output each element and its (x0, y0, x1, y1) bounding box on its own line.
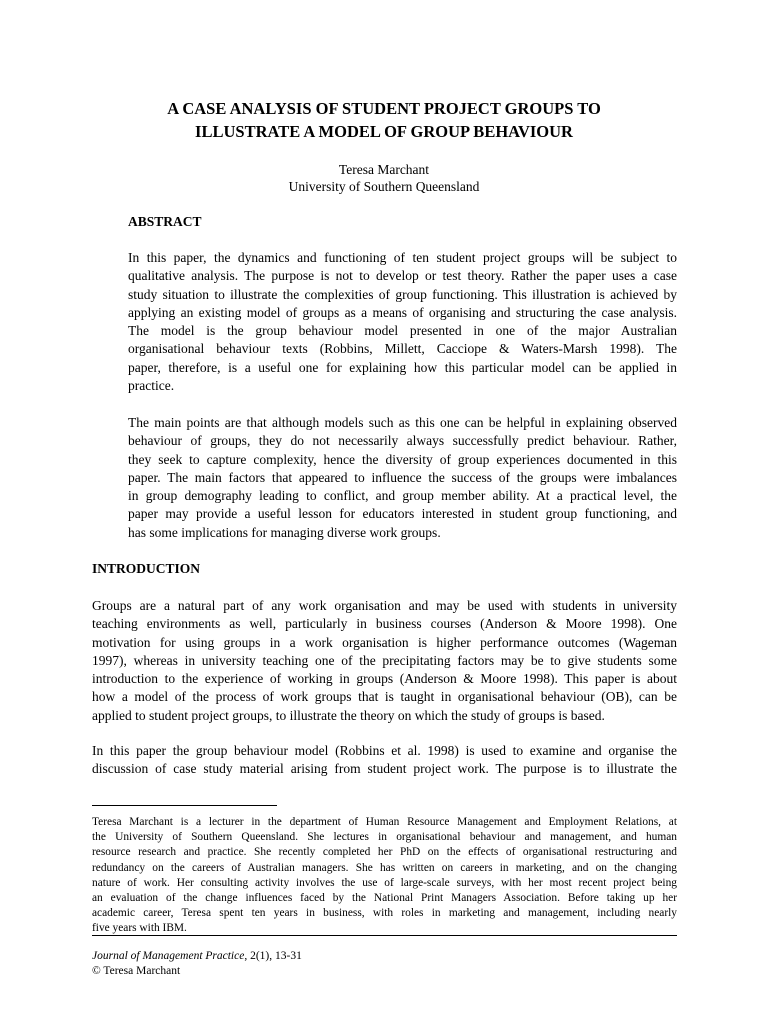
text-line: discussion of case study material arising from student project work. The purpose is to illustrate the (92, 761, 677, 777)
text-line: how a model of the process of work groups that is taught in organisational behaviour (OB), can be (92, 689, 677, 705)
journal-volume-pages: , 2(1), 13-31 (244, 950, 302, 962)
text-line: paper, therefore, is a useful one for explaining how this particular model can be applied in (128, 359, 677, 375)
text-line: behaviour of groups, they do not necessarily always successfully predict behaviour. Rather, (128, 433, 677, 449)
footnote-line: academic career, Teresa spent ten years in business, with roles in marketing and management, including nearly (92, 907, 677, 920)
footnote-divider (92, 805, 277, 806)
abstract-heading: ABSTRACT (128, 214, 202, 229)
text-line: in group demography leading to conflict, and group member ability. At a practical level, the (128, 488, 677, 504)
footnote-line: the University of Southern Queensland. She lectures in organisational behaviour and management, and human (92, 831, 677, 844)
abstract-paragraph-1 (128, 249, 677, 395)
text-line: has some implications for managing diverse work groups. (128, 524, 441, 540)
introduction-heading: INTRODUCTION (92, 561, 201, 576)
text-line: teaching environments as well, particularly in business courses (Anderson & Moore 1998). One (92, 616, 677, 632)
text-line: paper. The main factors that appeared to influence the success of the groups were imbalances (128, 469, 677, 485)
journal-name: Journal of Management Practice (92, 950, 245, 962)
title-line-2: ILLUSTRATE A MODEL OF GROUP BEHAVIOUR (195, 122, 573, 141)
text-line: qualitative analysis. The purpose is not to develop or test theory. Rather the paper uses a case (128, 268, 677, 284)
text-line: study situation to illustrate the complexities of group functioning. This illustration is achieved by (128, 286, 677, 302)
footnote-line: resource research and practice. She recently completed her PhD on the effects of organisational restructuring and (92, 846, 677, 859)
copyright-notice: © Teresa Marchant (92, 965, 181, 977)
text-line: motivation for using groups in a work organisation is higher performance outcomes (Wageman (92, 634, 677, 650)
footnote-line: five years with IBM. (92, 922, 187, 935)
journal-citation (92, 949, 302, 979)
text-line: practice. (128, 378, 175, 394)
text-line: applying an existing model of groups as a means of organising and structuring the case analysis. (128, 304, 677, 320)
introduction-paragraph-1 (92, 597, 677, 725)
text-line: Groups are a natural part of any work organisation and may be used with students in university (92, 598, 677, 613)
author-footnote (92, 815, 677, 937)
footnote-line: Teresa Marchant is a lecturer in the department of Human Resource Management and Employment Relations, at (92, 816, 677, 828)
page-footer-divider (92, 935, 677, 936)
text-line: organisational behaviour texts (Robbins, Millett, Cacciope & Waters-Marsh 1998). The (128, 341, 677, 357)
footnote-line: an evaluation of the change influences faced by the National Print Managers Association. Before taking up her (92, 892, 677, 905)
title-line-1: A CASE ANALYSIS OF STUDENT PROJECT GROUPS TO (167, 99, 601, 118)
paper-title (0, 97, 768, 143)
author-block (0, 161, 768, 195)
text-line: The model is the group behaviour model presented in one of the major Australian (128, 323, 677, 339)
text-line: In this paper the group behaviour model (Robbins et al. 1998) is used to examine and organise the (92, 743, 677, 758)
text-line: The main points are that although models such as this one can be helpful in explaining observed (128, 415, 677, 430)
author-affiliation: University of Southern Queensland (288, 179, 480, 194)
footnote-line: redundancy on the careers of Australian managers. She has written on careers in marketing, and on the changing (92, 861, 677, 874)
text-line: paper may provide a useful lesson for educators interested in student group functioning, and (128, 506, 677, 522)
footnote-line: nature of work. Her consulting activity involves the use of large-scale surveys, with her most recent project being (92, 876, 677, 889)
abstract-paragraph-2 (128, 414, 677, 542)
text-line: 1997), whereas in university teaching one of the precipitating factors may be to give students some (92, 652, 677, 668)
text-line: they seek to capture complexity, hence the diversity of group experiences documented in this (128, 451, 677, 467)
text-line: In this paper, the dynamics and functioning of ten student project groups will be subject to (128, 250, 677, 265)
text-line: applied to student project groups, to illustrate the theory on which the study of groups is based. (92, 707, 605, 723)
introduction-paragraph-2 (92, 742, 677, 779)
author-name: Teresa Marchant (338, 162, 430, 177)
text-line: introduction to the experience of working in groups (Anderson & Moore 1998). This paper is about (92, 671, 677, 687)
